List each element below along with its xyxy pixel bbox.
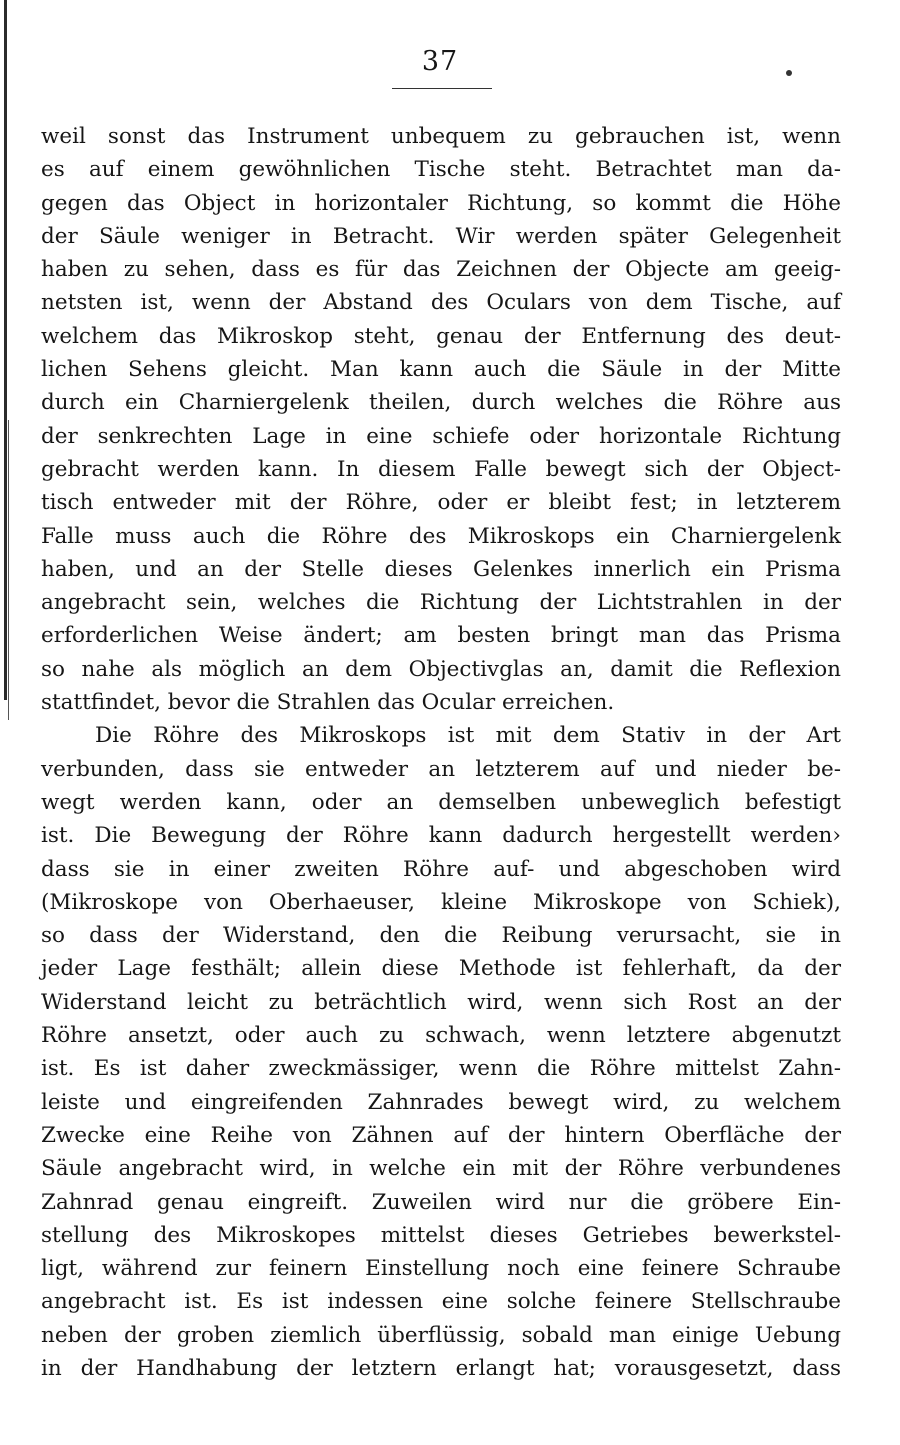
text-line: ist. Es ist daher zweckmässiger, wenn die Röhre mittelst Zahn- [41,1056,841,1082]
text-line: Röhre ansetzt, oder auch zu schwach, wenn letztere abgenutzt [41,1023,841,1049]
text-line: weil sonst das Instrument unbequem zu gebrauchen ist, wenn [41,124,841,149]
text-line: Säule angebracht wird, in welche ein mit der Röhre verbundenes [41,1156,841,1182]
text-line: wegt werden kann, oder an demselben unbeweglich befestigt [41,789,841,815]
text-line: so nahe als möglich an dem Objectivglas an, damit die Reflexion [41,656,841,682]
text-line: Zahnrad genau eingreift. Zuweilen wird nur die gröbere Ein- [41,1189,841,1215]
text-line: (Mikroskope von Oberhaeuser, kleine Mikroskope von Schiek), [41,889,841,915]
text-line: stattfindet, bevor die Strahlen das Ocular erreichen. [41,690,615,716]
text-line: dass sie in einer zweiten Röhre auf- und abgeschoben wird [41,856,841,882]
text-line: Die Röhre des Mikroskops ist mit dem Stativ in der Art [95,723,841,749]
page-number: 37 [421,46,459,77]
text-line: neben der groben ziemlich überflüssig, sobald man einige Uebung [41,1322,841,1348]
text-line: ist. Die Bewegung der Röhre kann dadurch hergestellt werden› [41,823,841,849]
text-line: angebracht ist. Es ist indessen eine solche feinere Stellschraube [41,1289,841,1315]
text-line: haben, und an der Stelle dieses Gelenkes innerlich ein Prisma [41,556,841,582]
scan-edge-shadow-inner [8,420,9,720]
text-line: Zwecke eine Reihe von Zähnen auf der hintern Oberfläche der [41,1122,841,1148]
text-line: verbunden, dass sie entweder an letzterem auf und nieder be- [41,756,841,782]
text-line: so dass der Widerstand, den die Reibung verursacht, sie in [41,923,841,949]
text-line: der Säule weniger in Betracht. Wir werden später Gelegenheit [41,223,841,249]
text-line: welchem das Mikroskop steht, genau der Entfernung des deut- [41,323,841,349]
text-line: der senkrechten Lage in eine schiefe oder horizontale Richtung [41,423,841,449]
text-line: gegen das Object in horizontaler Richtung, so kommt die Höhe [41,190,841,216]
text-line: in der Handhabung der letztern erlangt hat; vorausgesetzt, dass [41,1355,841,1381]
scan-edge-shadow [4,0,7,700]
text-line: es auf einem gewöhnlichen Tische steht. Betrachtet man da- [41,157,841,183]
text-line: erforderlichen Weise ändert; am besten bringt man das Prisma [41,623,841,649]
text-line: angebracht sein, welches die Richtung der Lichtstrahlen in der [41,590,841,616]
text-line: durch ein Charniergelenk theilen, durch welches die Röhre aus [41,390,841,416]
text-line: gebracht werden kann. In diesem Falle bewegt sich der Object- [41,456,841,482]
text-line: leiste und eingreifenden Zahnrades bewegt wird, zu welchem [41,1089,841,1115]
text-line: lichen Sehens gleicht. Man kann auch die Säule in der Mitte [41,357,841,383]
text-line: jeder Lage festhält; allein diese Methode ist fehlerhaft, da der [41,956,841,982]
text-line: stellung des Mikroskopes mittelst dieses Getriebes bewerkstel- [41,1222,841,1248]
text-line: netsten ist, wenn der Abstand des Oculars von dem Tische, auf [41,290,841,316]
text-line: ligt, während zur feinern Einstellung noch eine feinere Schraube [41,1256,841,1282]
text-line: Falle muss auch die Röhre des Mikroskops ein Charniergelenk [41,523,841,549]
text-line: tisch entweder mit der Röhre, oder er bleibt fest; in letzterem [41,490,841,516]
text-line: haben zu sehen, dass es für das Zeichnen der Objecte am geeig- [41,257,841,283]
body-text [41,120,841,1385]
ink-speck [786,70,792,76]
header-rule [392,88,492,89]
text-line: Widerstand leicht zu beträchtlich wird, wenn sich Rost an der [41,989,841,1015]
